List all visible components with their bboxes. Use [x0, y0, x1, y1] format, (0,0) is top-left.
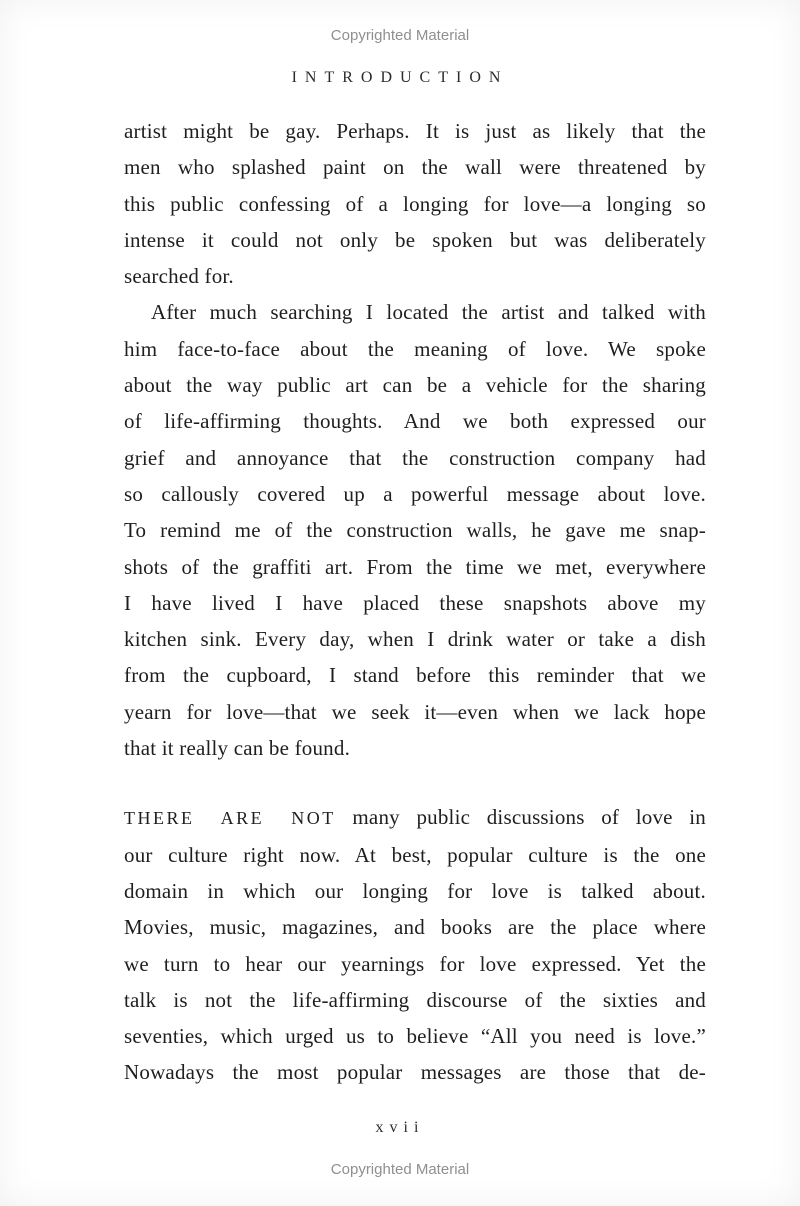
text-line: Nowadays the most popular messages are those that de-	[124, 1060, 706, 1085]
page-number: xvii	[375, 1119, 425, 1136]
text-line: we turn to hear our yearnings for love expressed. Yet the	[124, 951, 706, 976]
text-line: I have lived I have placed these snapshots above my	[124, 590, 706, 615]
text-line: that it really can be found.	[124, 736, 351, 761]
small-caps-lead: THERE ARE NOT	[124, 808, 336, 829]
text-line: so callously covered up a powerful message about love.	[124, 481, 706, 506]
body-text	[124, 113, 706, 1091]
text-line: about the way public art can be a vehicle for the sharing	[124, 373, 706, 398]
text-line: our culture right now. At best, popular culture is the one	[124, 842, 706, 867]
text-line: Movies, music, magazines, and books are the place where	[124, 915, 706, 940]
chapter-running-head: INTRODUCTION	[291, 69, 509, 86]
text-line: this public confessing of a longing for love—a longing so	[124, 191, 706, 216]
text-line: kitchen sink. Every day, when I drink water or take a dish	[124, 627, 706, 652]
text-line: from the cupboard, I stand before this reminder that we	[124, 663, 706, 688]
text-line: men who splashed paint on the wall were threatened by	[124, 155, 706, 180]
text-line: THERE ARE NOT many public discussions of love in	[124, 805, 706, 830]
text-line: of life-affirming thoughts. And we both expressed our	[124, 409, 706, 434]
text-line: After much searching I located the artist and talked with	[151, 300, 706, 325]
text-line: searched for.	[124, 264, 234, 289]
text-line: him face-to-face about the meaning of love. We spoke	[124, 336, 706, 361]
text-line: intense it could not only be spoken but was deliberately	[124, 227, 706, 252]
paragraph	[124, 799, 706, 1090]
paragraph	[124, 113, 706, 294]
text-line: shots of the graffiti art. From the time we met, everywhere	[124, 554, 706, 579]
text-line: artist might be gay. Perhaps. It is just as likely that the	[124, 119, 706, 143]
paragraph	[124, 294, 706, 766]
text-line: seventies, which urged us to believe “All you need is love.”	[124, 1024, 706, 1049]
copyright-notice-bottom: Copyrighted Material	[330, 1161, 470, 1178]
text-line: domain in which our longing for love is talked about.	[124, 878, 706, 903]
text-line: yearn for love—that we seek it—even when we lack hope	[124, 699, 706, 724]
text-line: talk is not the life-affirming discourse of the sixties and	[124, 987, 706, 1012]
text-line: To remind me of the construction walls, he gave me snap-	[124, 518, 706, 543]
text-line: grief and annoyance that the construction company had	[124, 445, 706, 470]
copyright-notice-top: Copyrighted Material	[330, 27, 470, 44]
